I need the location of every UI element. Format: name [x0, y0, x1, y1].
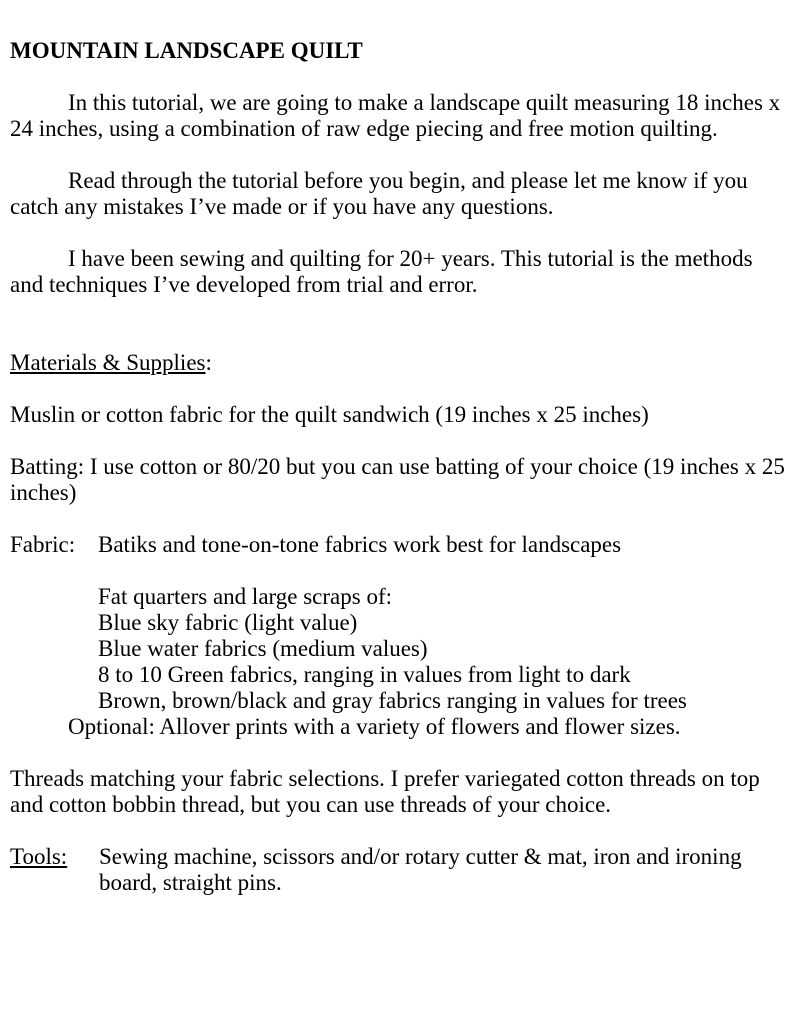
fabric-label: Fabric:: [10, 532, 76, 557]
optional-item: Optional: Allover prints with a variety of flowers and flower sizes.: [68, 714, 681, 739]
spacer: [10, 740, 786, 766]
tools-label: [10, 844, 99, 896]
batting-item: Batting: I use cotton or 80/20 but you can use batting of your choice (19 inches x 25 inches): [10, 454, 785, 505]
fabric-list-item: Fat quarters and large scraps of:: [98, 584, 393, 609]
fabric-item: [10, 532, 786, 558]
spacer: [10, 506, 786, 532]
spacer: [10, 376, 786, 402]
fabric-list-item: Brown, brown/black and gray fabrics ranging in values for trees: [98, 688, 687, 713]
intro-paragraph-3: I have been sewing and quilting for 20+ years. This tutorial is the methods and techniques I’ve developed from trial and error.: [10, 246, 753, 297]
materials-heading-colon: :: [205, 350, 212, 375]
spacer: [10, 558, 786, 584]
fabric-list: [10, 584, 786, 714]
materials-heading: Materials & Supplies: [10, 350, 206, 375]
threads-item: Threads matching your fabric selections. I prefer variegated cotton threads on top and cotton bobbin thread, but you can use threads of your choice.: [10, 766, 760, 817]
spacer: [10, 298, 786, 350]
intro-paragraph-2: Read through the tutorial before you begin, and please let me know if you catch any mistakes I’ve made or if you have any questions.: [10, 168, 748, 219]
intro-paragraph-1: In this tutorial, we are going to make a landscape quilt measuring 18 inches x 24 inches, using a combination of raw edge piecing and free motion quilting.: [10, 90, 781, 141]
fabric-list-item: Blue water fabrics (medium values): [98, 636, 428, 661]
spacer: [10, 220, 786, 246]
muslin-item: Muslin or cotton fabric for the quilt sandwich (19 inches x 25 inches): [10, 402, 649, 427]
spacer: [10, 142, 786, 168]
tools-item: [10, 844, 786, 896]
materials-heading-line: [10, 350, 786, 376]
document-page: [10, 38, 786, 896]
tools-text: Sewing machine, scissors and/or rotary cutter & mat, iron and ironing board, straight pins.: [99, 844, 742, 895]
fabric-list-item: 8 to 10 Green fabrics, ranging in values from light to dark: [98, 662, 631, 687]
spacer: [10, 818, 786, 844]
document-title: MOUNTAIN LANDSCAPE QUILT: [10, 38, 363, 63]
fabric-list-item: Blue sky fabric (light value): [98, 610, 358, 635]
spacer: [10, 428, 786, 454]
tools-label-text: Tools:: [10, 844, 68, 869]
fabric-text: Batiks and tone-on-tone fabrics work best for landscapes: [98, 532, 622, 557]
